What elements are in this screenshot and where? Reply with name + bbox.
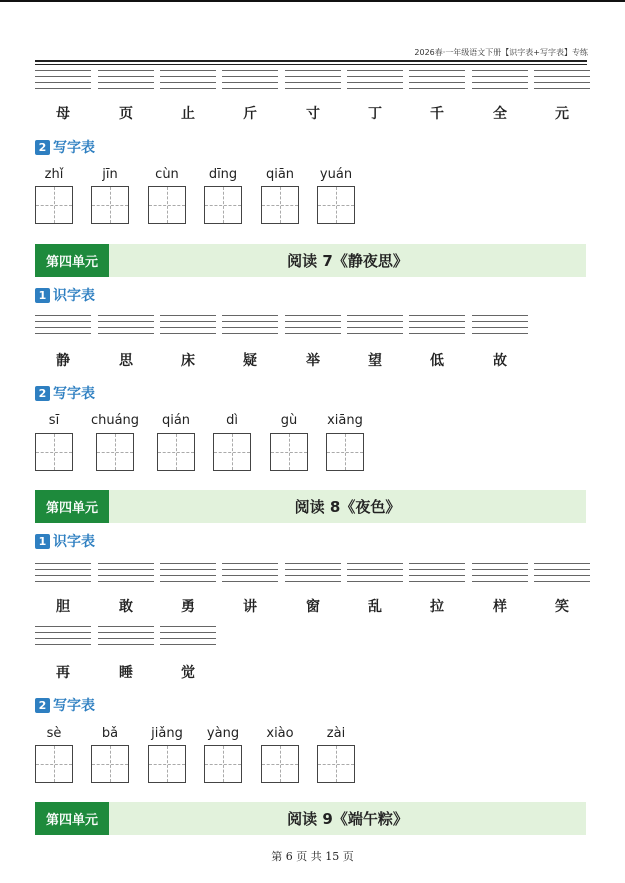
tianzige-box[interactable] [157,433,195,471]
pinyin-label: bǎ [101,726,119,741]
tianzige-box[interactable] [213,433,251,471]
shizi-char: 样 [493,599,507,615]
shizi-char: 页 [119,106,133,122]
shizi-char: 再 [56,665,70,681]
shizi-char: 母 [56,106,70,122]
header-rule [35,60,587,62]
writing-lines [534,563,590,585]
shizi-char: 窗 [306,599,320,615]
tianzige-box[interactable] [261,745,299,783]
pinyin-label: qián [161,413,191,428]
shizi-char: 千 [430,106,444,122]
writing-lines [160,315,216,337]
xiezi-section-label [35,383,95,403]
tianzige-box[interactable] [148,186,186,224]
writing-lines [35,70,91,92]
pinyin-label: xiāng [327,413,363,428]
shizi-char: 元 [555,106,569,122]
unit-header-bar [35,802,586,835]
shizi-char: 思 [119,353,133,369]
shizi-char: 觉 [181,665,195,681]
pinyin-label: zài [326,726,346,741]
writing-lines [98,315,154,337]
pinyin-label: xiào [266,726,294,741]
tianzige-box[interactable] [270,433,308,471]
section-number-badge: 2 [35,140,50,155]
shizi-char: 故 [493,353,507,369]
section-title: 识字表 [53,288,95,304]
shizi-char: 睡 [119,665,133,681]
writing-lines [472,563,528,585]
writing-lines [472,315,528,337]
shizi-char: 笑 [555,599,569,615]
tianzige-box[interactable] [326,433,364,471]
writing-lines [285,315,341,337]
tianzige-box[interactable] [317,186,355,224]
tianzige-box[interactable] [35,186,73,224]
xiezi-section-label [35,695,95,715]
writing-lines [347,70,403,92]
tianzige-box[interactable] [91,186,129,224]
tianzige-box[interactable] [96,433,134,471]
shizi-char: 望 [368,353,382,369]
lesson-title: 阅读 9《端午粽》 [287,810,408,828]
unit-header-bar [35,490,586,523]
section-number-badge: 1 [35,288,50,303]
unit-tag: 第四单元 [35,490,109,523]
section-number-badge: 2 [35,698,50,713]
unit-header-bar [35,244,586,277]
writing-lines [222,563,278,585]
header-rule-thin [35,64,587,65]
shizi-char: 讲 [243,599,257,615]
pinyin-label: cùn [155,167,179,182]
writing-lines [35,563,91,585]
shizi-char: 胆 [56,599,70,615]
tianzige-box[interactable] [35,745,73,783]
pinyin-label: yuán [319,167,353,182]
section-number-badge: 2 [35,386,50,401]
tianzige-box[interactable] [204,186,242,224]
pinyin-label: dīng [208,167,238,182]
page-header: 2026春·一年级语文下册【识字表+写字表】专练 [414,48,588,57]
writing-lines [98,563,154,585]
writing-lines [409,315,465,337]
pinyin-label: dì [226,413,238,428]
tianzige-box[interactable] [91,745,129,783]
writing-lines [534,70,590,92]
section-title: 写字表 [53,698,95,714]
writing-lines [160,626,216,648]
writing-lines [409,563,465,585]
page-footer: 第 6 页 共 15 页 [271,850,354,863]
shizi-char: 疑 [243,353,257,369]
lesson-title: 阅读 8《夜色》 [294,498,401,516]
tianzige-box[interactable] [35,433,73,471]
shizi-char: 低 [430,353,444,369]
unit-tag: 第四单元 [35,244,109,277]
xiezi-section-label [35,137,95,157]
shizi-char: 敢 [119,599,133,615]
pinyin-label: jiǎng [151,726,183,741]
shizi-char: 乱 [368,599,382,615]
unit-tag: 第四单元 [35,802,109,835]
writing-lines [409,70,465,92]
shizi-char: 静 [56,353,70,369]
tianzige-box[interactable] [261,186,299,224]
writing-lines [222,315,278,337]
top-border [0,0,625,2]
writing-lines [160,70,216,92]
pinyin-label: chuáng [90,413,140,428]
lesson-title: 阅读 7《静夜思》 [287,252,408,270]
pinyin-label: gù [280,413,298,428]
writing-lines [35,315,91,337]
pinyin-label: sè [46,726,62,741]
shizi-section-label [35,531,95,551]
writing-lines [472,70,528,92]
pinyin-label: yàng [206,726,240,741]
pinyin-label: jīn [102,167,118,182]
shizi-char: 止 [181,106,195,122]
writing-lines [98,626,154,648]
shizi-char: 斤 [243,106,257,122]
writing-lines [347,315,403,337]
pinyin-label: zhǐ [44,167,64,182]
writing-lines [222,70,278,92]
shizi-char: 床 [181,353,195,369]
writing-lines [98,70,154,92]
tianzige-box[interactable] [148,745,186,783]
shizi-char: 拉 [430,599,444,615]
writing-lines [160,563,216,585]
shizi-section-label [35,285,95,305]
section-number-badge: 1 [35,534,50,549]
shizi-char: 寸 [306,106,320,122]
shizi-char: 举 [306,353,320,369]
tianzige-box[interactable] [317,745,355,783]
section-title: 写字表 [53,140,95,156]
writing-lines [285,563,341,585]
shizi-char: 丁 [368,106,382,122]
writing-lines [285,70,341,92]
shizi-char: 勇 [181,599,195,615]
pinyin-label: sī [48,413,60,428]
shizi-char: 全 [493,106,507,122]
writing-lines [347,563,403,585]
section-title: 写字表 [53,386,95,402]
section-title: 识字表 [53,534,95,550]
tianzige-box[interactable] [204,745,242,783]
pinyin-label: qiān [265,167,295,182]
writing-lines [35,626,91,648]
